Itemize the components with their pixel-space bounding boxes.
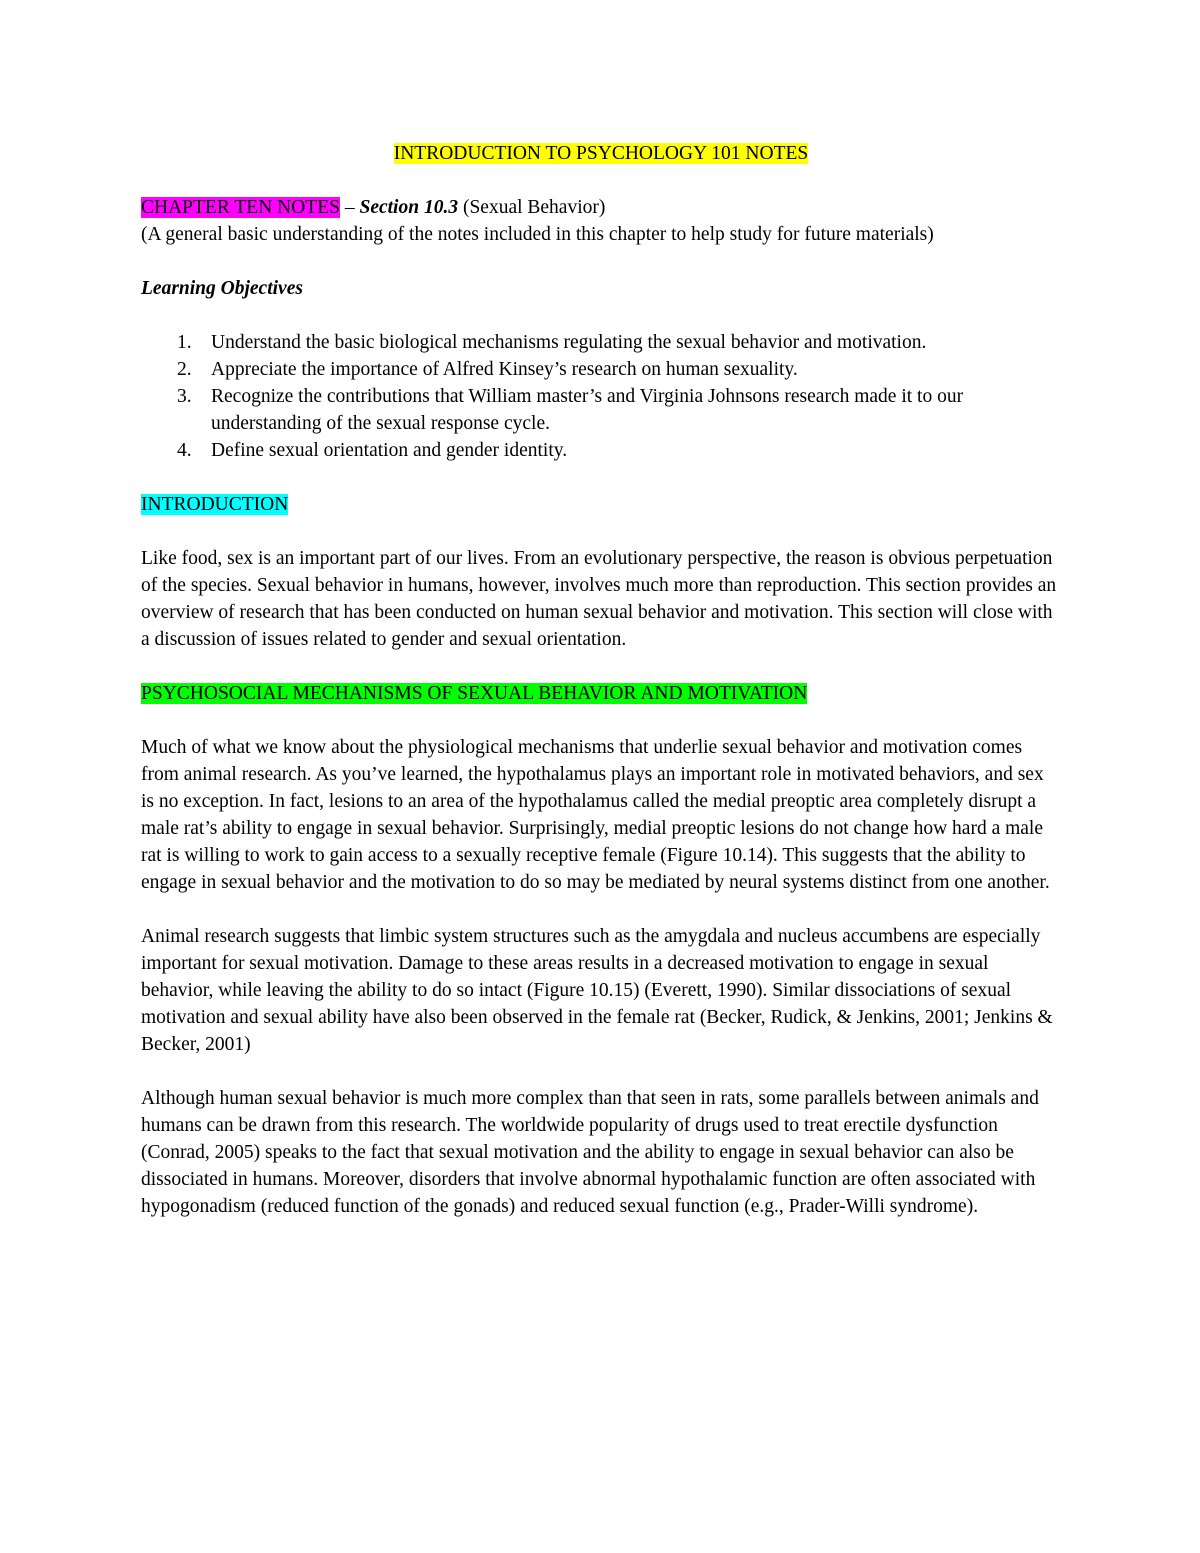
psychosocial-heading: PSYCHOSOCIAL MECHANISMS OF SEXUAL BEHAVIOR AND MOTIVATION [141, 683, 808, 704]
objective-item [141, 356, 1061, 383]
objective-text: Recognize the contributions that William master’s and Virginia Johnsons research made it to our understanding of the sexual response cycle. [211, 386, 964, 434]
spacer [141, 464, 1061, 491]
spacer [141, 302, 1061, 329]
objective-item [141, 437, 1061, 464]
objectives-list [141, 329, 1061, 464]
objective-number: 3. [177, 386, 192, 407]
psychosocial-paragraph-1: Much of what we know about the physiological mechanisms that underlie sexual behavior and motivation comes from animal research. As you’ve learned, the hypothalamus plays an important role in motivated behaviors, and sex is no exception. In fact, lesions to an area of the hypothalamus called the medial preoptic area completely disrupt a male rat’s ability to engage in sexual behavior. Surprisingly, medial preoptic lesions do not change how hard a male rat is willing to work to gain access to a sexually receptive female (Figure 10.14). This suggests that the ability to engage in sexual behavior and the motivation to do so may be mediated by neural systems distinct from one another. [141, 737, 1050, 893]
psychosocial-heading-line [141, 680, 1061, 707]
spacer [141, 707, 1061, 734]
objectives-heading: Learning Objectives [141, 278, 303, 299]
spacer [141, 653, 1061, 680]
spacer [141, 248, 1061, 275]
introduction-paragraph: Like food, sex is an important part of our lives. From an evolutionary perspective, the reason is obvious perpetuation of the species. Sexual behavior in humans, however, involves much more than reproduction. This section provides an overview of research that has been conducted on human sexual behavior and motivation. This section will close with a discussion of issues related to gender and sexual orientation. [141, 548, 1057, 650]
document-title: INTRODUCTION TO PSYCHOLOGY 101 NOTES [393, 143, 809, 164]
objective-text: Define sexual orientation and gender identity. [211, 440, 568, 461]
objective-number: 1. [177, 332, 192, 353]
psychosocial-paragraph-2: Animal research suggests that limbic system structures such as the amygdala and nucleus accumbens are especially important for sexual motivation. Damage to these areas results in a decreased motivation to engage in sexual behavior, while leaving the ability to do so intact (Figure 10.15) (Everett, 1990). Similar dissociations of sexual motivation and sexual ability have also been observed in the female rat (Becker, Rudick, & Jenkins, 2001; Jenkins & Becker, 2001) [141, 926, 1053, 1055]
objective-item [141, 329, 1061, 356]
chapter-line [141, 194, 1061, 221]
objective-text: Appreciate the importance of Alfred Kinsey’s research on human sexuality. [211, 359, 798, 380]
introduction-heading: INTRODUCTION [141, 494, 289, 515]
chapter-label: CHAPTER TEN NOTES [141, 197, 340, 218]
introduction-heading-line [141, 491, 1061, 518]
chapter-topic: (Sexual Behavior) [458, 197, 606, 218]
objective-text: Understand the basic biological mechanisms regulating the sexual behavior and motivation. [211, 332, 927, 353]
document-title-line [141, 140, 1061, 167]
spacer [141, 1058, 1061, 1085]
chapter-description: (A general basic understanding of the notes included in this chapter to help study for future materials) [141, 224, 934, 245]
spacer [141, 518, 1061, 545]
chapter-section: Section 10.3 [359, 197, 459, 218]
objective-number: 4. [177, 440, 192, 461]
objective-item [141, 383, 1061, 437]
chapter-dash: – [339, 197, 360, 218]
document-body [141, 140, 1061, 1220]
spacer [141, 896, 1061, 923]
objective-number: 2. [177, 359, 192, 380]
psychosocial-paragraph-3: Although human sexual behavior is much more complex than that seen in rats, some parallels between animals and humans can be drawn from this research. The worldwide popularity of drugs used to treat erectile dysfunction (Conrad, 2005) speaks to the fact that sexual motivation and the ability to engage in sexual behavior can also be dissociated in humans. Moreover, disorders that involve abnormal hypothalamic function are often associated with hypogonadism (reduced function of the gonads) and reduced sexual function (e.g., Prader-Willi syndrome). [141, 1088, 1039, 1217]
